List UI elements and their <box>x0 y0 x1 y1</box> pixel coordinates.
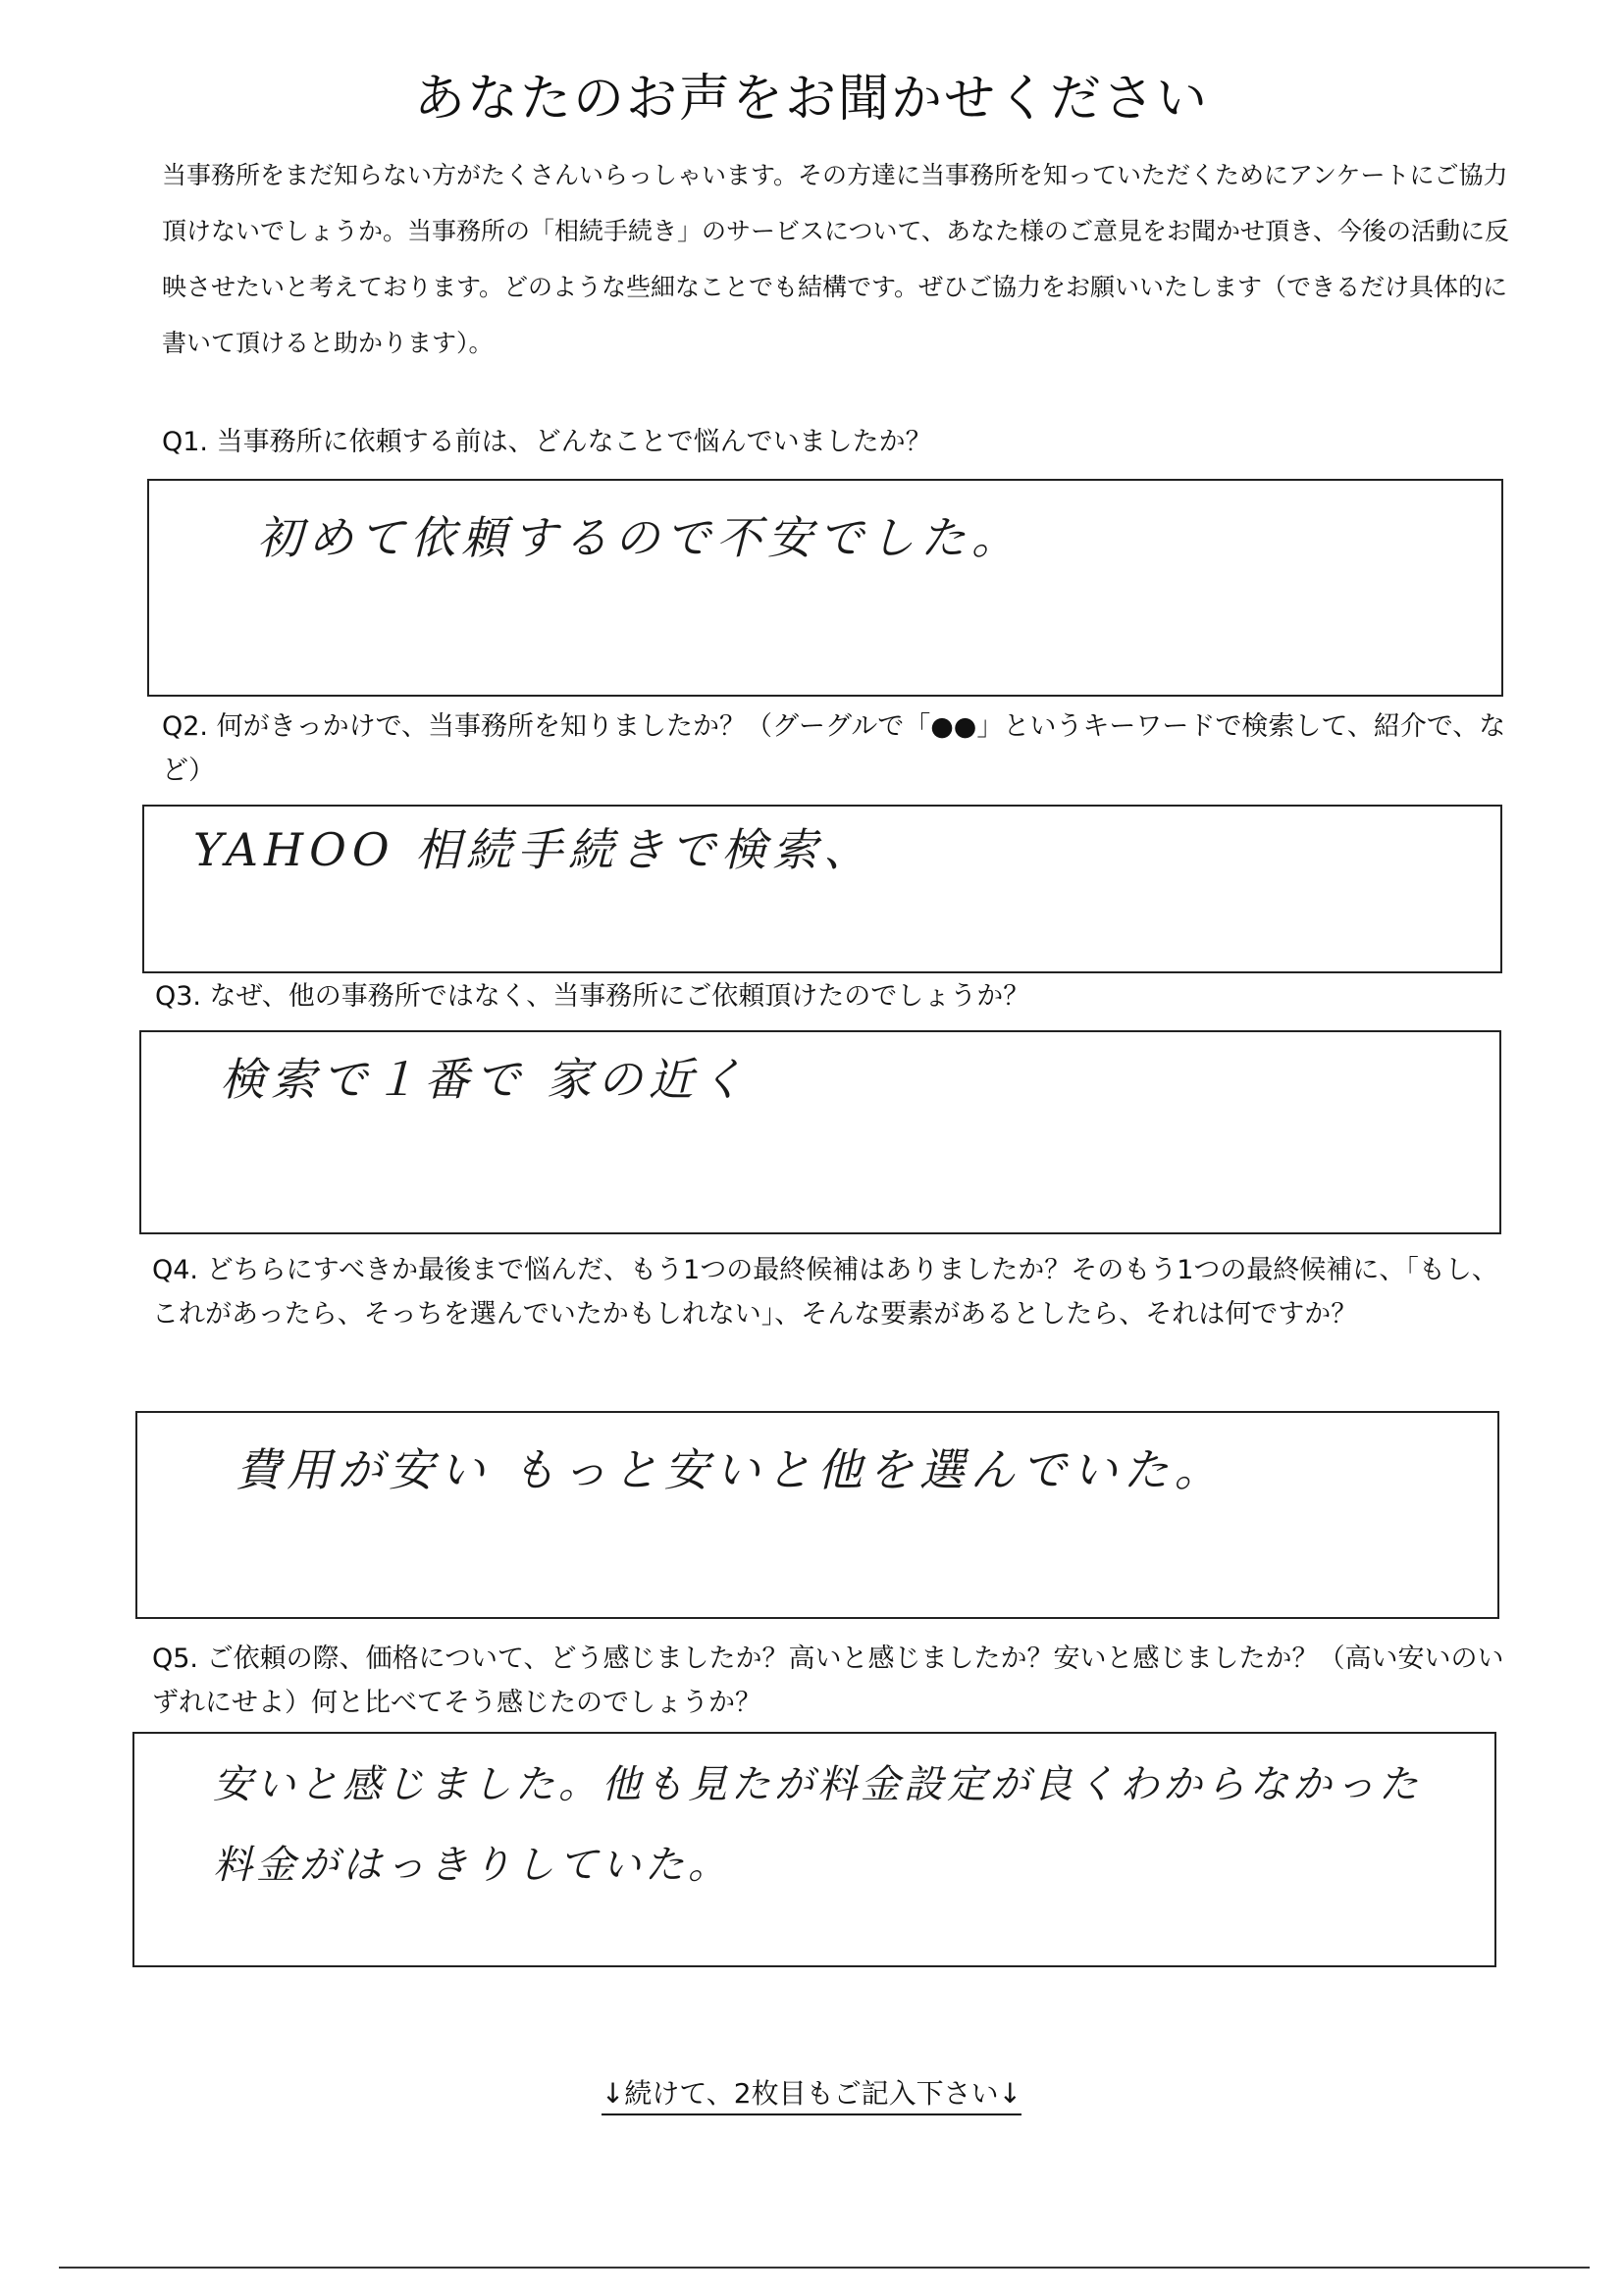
answer-2: YAHOO 相続手続きで検索、 <box>193 823 875 876</box>
answer-box-3 <box>139 1030 1501 1234</box>
answer-5-line-2: 料金がはっきりしていた。 <box>213 1843 731 1888</box>
answer-3: 検索で１番で 家の近く <box>220 1053 751 1106</box>
question-1: Q1. 当事務所に依頼する前は、どんなことで悩んでいましたか？ <box>162 427 932 457</box>
answer-box-2 <box>142 805 1502 973</box>
answer-box-5 <box>132 1732 1496 1967</box>
answer-4: 費用が安い もっと安いと他を選んでいた。 <box>236 1443 1226 1496</box>
answer-5-line-1: 安いと感じました。他も見たが料金設定が良くわからなかった <box>213 1762 1422 1807</box>
question-2: Q2. 何がきっかけで、当事務所を知りましたか？（グーグルで「●●」というキーワードで検索して、紹介で、など） <box>162 711 1506 786</box>
answer-box-4 <box>135 1411 1499 1619</box>
question-5: Q5. ご依頼の際、価格について、どう感じましたか？高いと感じましたか？安いと感じましたか？（高い安いのいずれにせよ）何と比べてそう感じたのでしょうか？ <box>152 1644 1504 1718</box>
continue-note-text: ↓続けて、2枚目もご記入下さい↓ <box>602 2072 1021 2115</box>
question-3: Q3. なぜ、他の事務所ではなく、当事務所にご依頼頂けたのでしょうか？ <box>155 981 1030 1012</box>
question-4: Q4. どちらにすべきか最後まで悩んだ、もう1つの最終候補はありましたか？そのもう1つの最終候補に、「もし、これがあったら、そっちを選んでいたかもしれない」、そんな要素があるとしたら、それは何ですか？ <box>152 1255 1498 1330</box>
continue-note <box>0 2072 1623 2115</box>
answer-box-1 <box>147 479 1503 697</box>
answer-1: 初めて依頼するので不安でした。 <box>257 511 1022 564</box>
bottom-divider <box>59 2267 1590 2269</box>
page-title: あなたのお声をお聞かせください <box>413 70 1209 129</box>
intro-paragraph: 当事務所をまだ知らない方がたくさんいらっしゃいます。その方達に当事務所を知っていただくためにアンケートにご協力頂けないでしょうか。当事務所の「相続手続き」のサービスについて、あなた様のご意見をお聞かせ頂き、今後の活動に反映させたいと考えております。どのような些細なことでも結構です。ぜひご協力をお願いいたします（できるだけ具体的に書いて頂けると助かります）。 <box>162 161 1510 357</box>
